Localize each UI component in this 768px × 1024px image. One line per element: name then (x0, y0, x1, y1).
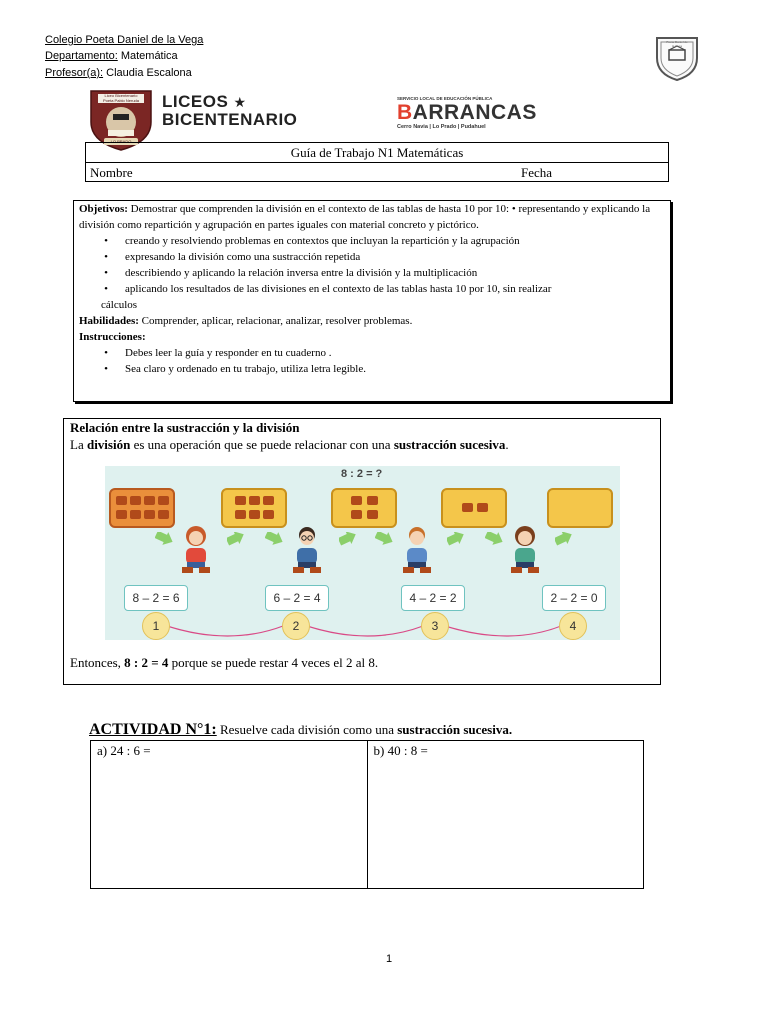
p-mid: es una operación que se puede relacionar con una (130, 437, 394, 452)
activity-text: Resuelve cada división como una (216, 722, 398, 737)
table-row (91, 741, 644, 889)
relation-box (63, 418, 661, 685)
list-item: • creando y resolviendo problemas en contextos que incluyan la repartición y la agrupación (104, 235, 520, 247)
step-circle-4: 4 (559, 612, 587, 640)
tray-6-chocolates (221, 488, 287, 528)
tray-4-chocolates (331, 488, 397, 528)
objectives-bullets (79, 233, 665, 297)
department-value: Matemática (117, 50, 178, 62)
child-boy-glasses-icon (289, 524, 325, 574)
tray-empty (547, 488, 613, 528)
teacher-label: Profesor(a): (45, 67, 104, 79)
star-icon: ★ (233, 94, 247, 110)
p-bold-sustraccion: sustracción sucesiva (393, 437, 506, 452)
item-b-label: b) 40 : 8 = (373, 743, 428, 758)
objectives-intro: Demostrar que comprenden la división en el contexto de las tablas de hasta 10 por 10: • representando y explicando la división como repartición y agrupación en partes iguales con material concreto y pictórico. (79, 203, 651, 231)
bicentenario-word: BICENTENARIO (162, 110, 298, 129)
barrancas-rest: ARRANCAS (412, 101, 537, 124)
curved-arrows (105, 606, 620, 640)
arrow-down-right-icon (375, 532, 393, 546)
bullet-text-3: describiendo y aplicando la relación inversa entre la división y la multiplicación (125, 267, 478, 279)
p-end: . (505, 437, 509, 452)
objectives-paragraph (79, 201, 665, 233)
department-line (45, 49, 178, 63)
skills-line (79, 313, 665, 329)
barrancas-initial: B (397, 101, 413, 124)
seal-text-line1: Liceo Bicentenario (104, 93, 138, 98)
objectives-label: Objetivos: (79, 203, 128, 215)
arrow-up-right-icon (447, 532, 465, 546)
conclusion-start: Entonces, (70, 655, 125, 670)
tray-8-chocolates (109, 488, 175, 528)
school-crest-label: Poeta Daniel de la Vega (666, 40, 688, 48)
arrow-up-right-icon (555, 532, 573, 546)
equation-box-3: 4 – 2 = 2 (401, 585, 465, 611)
list-item: • aplicando los resultados de las divisiones en el contexto de las tablas hasta 10 por 10, sin realizar (104, 283, 552, 295)
barrancas-wordmark (397, 102, 567, 124)
equation-box-1: 8 – 2 = 6 (124, 585, 188, 611)
department-label: Departamento: (45, 50, 118, 62)
conclusion (70, 655, 378, 671)
step-circle-1: 1 (142, 612, 170, 640)
activity-label: ACTIVIDAD N°1: (89, 721, 217, 738)
activity-bold: sustracción sucesiva. (397, 722, 513, 737)
school-name-text: Colegio Poeta Daniel de la Vega (45, 34, 204, 46)
teacher-value: Claudia Escalona (103, 67, 192, 79)
conclusion-end: porque se puede restar 4 veces el 2 al 8. (168, 655, 379, 670)
step-circle-2: 2 (282, 612, 310, 640)
teacher-line (45, 66, 192, 80)
school-crest-logo (652, 32, 702, 82)
instructions-list (79, 345, 665, 377)
name-date-row (86, 163, 668, 182)
arrow-down-right-icon (265, 532, 283, 546)
activity-table (90, 740, 644, 889)
arrow-down-right-icon (155, 532, 173, 546)
child-boy-icon (399, 524, 435, 574)
seal-ribbon-text: LO PRADO (110, 139, 132, 144)
slep-caption: SERVICIO LOCAL DE EDUCACIÓN PÚBLICA (397, 96, 493, 101)
instruction-text-1: Debes leer la guía y responder en tu cuaderno . (125, 347, 332, 359)
arrow-up-right-icon (339, 532, 357, 546)
bullet-continuation: cálculos (101, 299, 138, 311)
bullet-text-2: expresando la división como una sustracción repetida (125, 251, 361, 263)
answer-cell-a[interactable] (91, 741, 368, 889)
liceos-word: LICEOS (162, 92, 229, 111)
list-item: • describiendo y aplicando la relación inversa entre la división y la multiplicación (104, 267, 478, 279)
objectives-box (73, 200, 671, 402)
instructions-heading (79, 329, 665, 345)
activity-heading (89, 721, 512, 739)
liceos-bicentenario-logo (162, 93, 297, 128)
relation-paragraph (70, 437, 509, 453)
child-girl-brown-icon (507, 524, 543, 574)
page-number: 1 (386, 953, 393, 965)
p-start: La (70, 437, 87, 452)
answer-cell-b[interactable] (367, 741, 644, 889)
barrancas-communes: Cerro Navia | Lo Prado | Pudahuel (397, 124, 486, 130)
p-bold-division: división (86, 437, 131, 452)
list-item: • Debes leer la guía y responder en tu cuaderno . (104, 347, 332, 359)
guide-title: Guía de Trabajo N1 Matemáticas (86, 143, 668, 163)
skills-label: Habilidades: (79, 315, 139, 327)
division-illustration (105, 466, 620, 640)
tray-2-chocolates (441, 488, 507, 528)
equation-box-4: 2 – 2 = 0 (542, 585, 606, 611)
name-label: Nombre (90, 165, 133, 180)
arrow-up-right-icon (227, 532, 245, 546)
item-a-label: a) 24 : 6 = (97, 743, 151, 758)
illustration-question: 8 : 2 = ? (341, 468, 383, 480)
list-item: • Sea claro y ordenado en tu trabajo, utiliza letra legible. (104, 363, 366, 375)
seal-text-line2: Poeta Pablo Neruda (102, 98, 140, 103)
instruction-text-2: Sea claro y ordenado en tu trabajo, utiliza letra legible. (125, 363, 366, 375)
title-box (85, 142, 669, 182)
step-circle-3: 3 (421, 612, 449, 640)
bullet-text-1: creando y resolviendo problemas en contextos que incluyan la repartición y la agrupación (125, 235, 520, 247)
child-girl-red-icon (178, 524, 214, 574)
skills-text: Comprender, aplicar, relacionar, analizar, resolver problemas. (138, 315, 413, 327)
list-item: • expresando la división como una sustracción repetida (104, 251, 361, 263)
bullet-text-4: aplicando los resultados de las divisiones en el contexto de las tablas hasta 10 por 10, sin realizar (125, 283, 552, 295)
school-name (45, 33, 203, 47)
equation-box-2: 6 – 2 = 4 (265, 585, 329, 611)
conclusion-bold: 8 : 2 = 4 (124, 655, 169, 670)
relation-heading: Relación entre la sustracción y la división (70, 420, 300, 435)
arrow-down-right-icon (485, 532, 503, 546)
barrancas-logo (397, 96, 567, 131)
instructions-label: Instrucciones: (79, 331, 146, 343)
date-label: Fecha (521, 165, 553, 180)
